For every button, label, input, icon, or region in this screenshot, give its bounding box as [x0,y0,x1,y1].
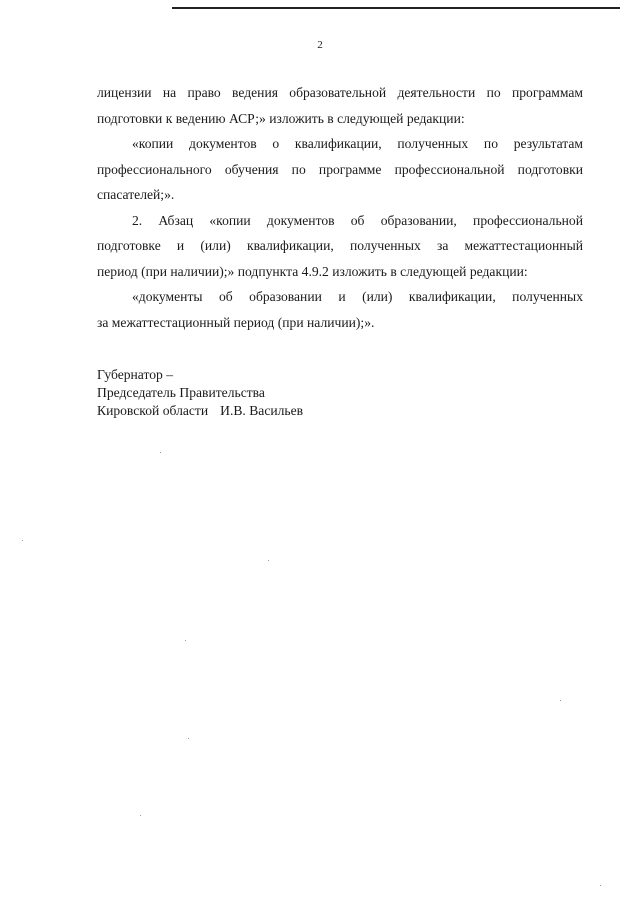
signature-title-line-2: Председатель Правительства [97,385,265,400]
signature-title-line-3 [97,402,303,420]
scan-speck [185,640,186,641]
paragraph-2-line-3: спасателей;». [97,187,175,202]
signature-region: Кировской области [97,403,209,418]
scan-speck [600,885,601,886]
scan-speck [140,815,141,816]
page-number: 2 [317,39,323,51]
top-rule [172,7,620,9]
paragraph-1-line-2: подготовки к ведению АСР;» изложить в следующей редакции: [97,110,465,126]
paragraph-2-line-1: «копии документов о квалификации, полученных по результатам [132,136,583,151]
paragraph-2-line-2: профессионального обучения по программе профессиональной подготовки [97,161,583,177]
signature-block [97,366,303,420]
scan-speck [188,738,189,739]
paragraph-4-line-1: «документы об образовании и (или) квалификации, полученных [132,289,583,304]
paragraph-1-line-1: лицензии на право ведения образовательной деятельности по программам [97,85,583,100]
paragraph-4-line-2: за межаттестационный период (при наличии);». [97,314,375,330]
scan-speck [22,540,23,541]
signature-name: И.В. Васильев [220,403,304,418]
document-body [97,80,583,335]
paragraph-3-line-1: 2. Абзац «копии документов об образовании, профессиональной [132,212,583,228]
scan-speck [268,560,269,561]
scan-speck [160,452,161,453]
paragraph-3-line-3: период (при наличии);» подпункта 4.9.2 изложить в следующей редакции: [97,263,528,279]
paragraph-3-line-2: подготовке и (или) квалификации, полученных за межаттестационный [97,238,583,253]
signature-title-line-1: Губернатор – [97,367,174,382]
scan-speck [560,700,561,701]
